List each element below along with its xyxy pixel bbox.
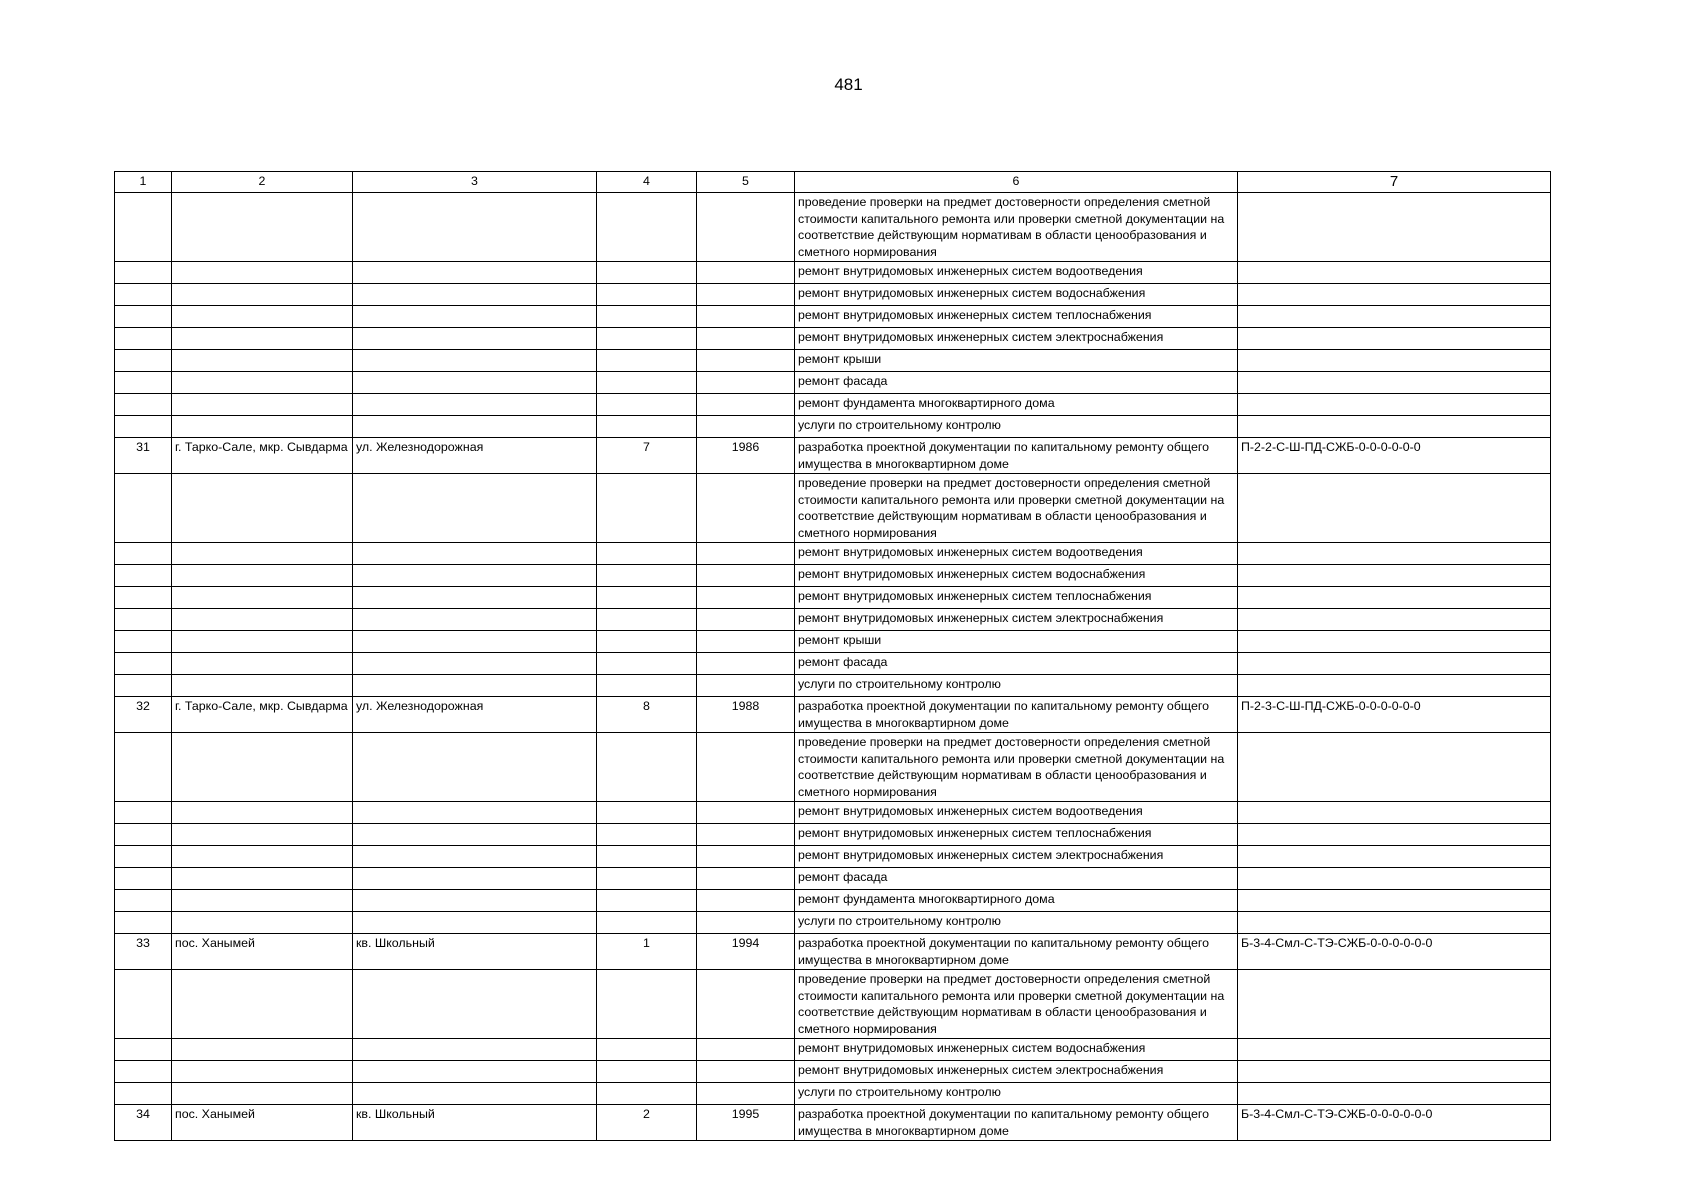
work-type-cell: ремонт фундамента многоквартирного дома <box>795 890 1238 912</box>
table-row <box>115 587 1551 609</box>
street-cell <box>353 733 597 802</box>
street-cell <box>353 284 597 306</box>
row-number-cell <box>115 802 172 824</box>
row-number-cell: 34 <box>115 1105 172 1141</box>
street-cell <box>353 416 597 438</box>
row-number-cell <box>115 372 172 394</box>
building-code-cell <box>1238 824 1551 846</box>
building-code-cell <box>1238 890 1551 912</box>
street-cell <box>353 912 597 934</box>
building-code-cell: П-2-2-С-Ш-ПД-СЖБ-0-0-0-0-0-0 <box>1238 438 1551 474</box>
locality-cell <box>172 372 353 394</box>
house-number-cell <box>597 868 697 890</box>
house-number-cell <box>597 609 697 631</box>
locality-cell <box>172 675 353 697</box>
work-type-cell: разработка проектной документации по капитальному ремонту общего имущества в многоквартирном доме <box>795 697 1238 733</box>
street-cell <box>353 1083 597 1105</box>
locality-cell <box>172 306 353 328</box>
table-row <box>115 631 1551 653</box>
street-cell <box>353 868 597 890</box>
building-code-cell <box>1238 416 1551 438</box>
table-row <box>115 1105 1551 1141</box>
locality-cell <box>172 631 353 653</box>
work-type-cell: разработка проектной документации по капитальному ремонту общего имущества в многоквартирном доме <box>795 438 1238 474</box>
row-number-cell <box>115 846 172 868</box>
year-built-cell <box>697 675 795 697</box>
row-number-cell: 33 <box>115 934 172 970</box>
work-type-cell: ремонт внутридомовых инженерных систем электроснабжения <box>795 609 1238 631</box>
locality-cell <box>172 1039 353 1061</box>
building-code-cell <box>1238 802 1551 824</box>
table-row <box>115 438 1551 474</box>
row-number-cell <box>115 193 172 262</box>
work-type-cell: услуги по строительному контролю <box>795 675 1238 697</box>
building-code-cell <box>1238 1083 1551 1105</box>
house-number-cell <box>597 1083 697 1105</box>
locality-cell <box>172 970 353 1039</box>
house-number-cell <box>597 543 697 565</box>
locality-cell: пос. Ханымей <box>172 934 353 970</box>
building-code-cell: Б-3-4-Смл-С-ТЭ-СЖБ-0-0-0-0-0-0 <box>1238 1105 1551 1141</box>
building-code-cell <box>1238 474 1551 543</box>
house-number-cell <box>597 890 697 912</box>
repair-schedule-table <box>114 171 1551 1141</box>
locality-cell <box>172 193 353 262</box>
row-number-cell <box>115 868 172 890</box>
locality-cell <box>172 474 353 543</box>
locality-cell <box>172 733 353 802</box>
locality-cell: пос. Ханымей <box>172 1105 353 1141</box>
year-built-cell <box>697 631 795 653</box>
table-row <box>115 846 1551 868</box>
building-code-cell <box>1238 609 1551 631</box>
work-type-cell: разработка проектной документации по капитальному ремонту общего имущества в многоквартирном доме <box>795 934 1238 970</box>
table-row <box>115 912 1551 934</box>
table-row <box>115 824 1551 846</box>
table-row <box>115 609 1551 631</box>
locality-cell <box>172 284 353 306</box>
locality-cell <box>172 609 353 631</box>
table-row <box>115 306 1551 328</box>
table-row <box>115 653 1551 675</box>
work-type-cell: ремонт внутридомовых инженерных систем водоснабжения <box>795 1039 1238 1061</box>
house-number-cell <box>597 372 697 394</box>
table-row <box>115 675 1551 697</box>
street-cell <box>353 394 597 416</box>
building-code-cell <box>1238 262 1551 284</box>
locality-cell <box>172 416 353 438</box>
row-number-cell <box>115 350 172 372</box>
house-number-cell <box>597 284 697 306</box>
column-header: 1 <box>115 172 172 193</box>
year-built-cell: 1988 <box>697 697 795 733</box>
year-built-cell: 1986 <box>697 438 795 474</box>
house-number-cell <box>597 1039 697 1061</box>
street-cell <box>353 350 597 372</box>
table-row <box>115 970 1551 1039</box>
row-number-cell <box>115 912 172 934</box>
table-row <box>115 350 1551 372</box>
locality-cell <box>172 1083 353 1105</box>
house-number-cell <box>597 350 697 372</box>
year-built-cell <box>697 912 795 934</box>
work-type-cell: ремонт внутридомовых инженерных систем водоотведения <box>795 543 1238 565</box>
year-built-cell <box>697 284 795 306</box>
work-type-cell: проведение проверки на предмет достоверности определения сметной стоимости капитального ремонта или проверки сметной документации на соответствие действующим нормативам в области ценообразования и сметного нормирования <box>795 733 1238 802</box>
year-built-cell <box>697 868 795 890</box>
table-row <box>115 328 1551 350</box>
house-number-cell <box>597 970 697 1039</box>
locality-cell: г. Тарко-Сале, мкр. Сывдарма <box>172 438 353 474</box>
work-type-cell: ремонт внутридомовых инженерных систем теплоснабжения <box>795 824 1238 846</box>
locality-cell <box>172 394 353 416</box>
building-code-cell <box>1238 846 1551 868</box>
column-header: 6 <box>795 172 1238 193</box>
table-row <box>115 1061 1551 1083</box>
row-number-cell <box>115 653 172 675</box>
building-code-cell <box>1238 284 1551 306</box>
building-code-cell <box>1238 306 1551 328</box>
street-cell <box>353 306 597 328</box>
work-type-cell: услуги по строительному контролю <box>795 912 1238 934</box>
work-type-cell: разработка проектной документации по капитальному ремонту общего имущества в многоквартирном доме <box>795 1105 1238 1141</box>
house-number-cell: 7 <box>597 438 697 474</box>
building-code-cell <box>1238 653 1551 675</box>
house-number-cell: 2 <box>597 1105 697 1141</box>
building-code-cell <box>1238 394 1551 416</box>
locality-cell <box>172 565 353 587</box>
house-number-cell <box>597 824 697 846</box>
building-code-cell <box>1238 1061 1551 1083</box>
column-number-header-row <box>115 172 1551 193</box>
row-number-cell <box>115 1083 172 1105</box>
work-type-cell: проведение проверки на предмет достоверности определения сметной стоимости капитального ремонта или проверки сметной документации на соответствие действующим нормативам в области ценообразования и сметного нормирования <box>795 474 1238 543</box>
year-built-cell <box>697 1039 795 1061</box>
work-type-cell: ремонт внутридомовых инженерных систем теплоснабжения <box>795 306 1238 328</box>
column-header: 4 <box>597 172 697 193</box>
table-row <box>115 394 1551 416</box>
street-cell <box>353 970 597 1039</box>
house-number-cell <box>597 306 697 328</box>
row-number-cell <box>115 474 172 543</box>
street-cell <box>353 1061 597 1083</box>
year-built-cell <box>697 306 795 328</box>
building-code-cell <box>1238 350 1551 372</box>
street-cell <box>353 824 597 846</box>
house-number-cell <box>597 802 697 824</box>
house-number-cell <box>597 846 697 868</box>
row-number-cell <box>115 824 172 846</box>
year-built-cell <box>697 350 795 372</box>
year-built-cell <box>697 609 795 631</box>
row-number-cell <box>115 970 172 1039</box>
work-type-cell: ремонт внутридомовых инженерных систем водоотведения <box>795 802 1238 824</box>
year-built-cell <box>697 474 795 543</box>
locality-cell <box>172 912 353 934</box>
year-built-cell <box>697 543 795 565</box>
street-cell <box>353 328 597 350</box>
table-row <box>115 372 1551 394</box>
locality-cell <box>172 868 353 890</box>
work-type-cell: ремонт внутридомовых инженерных систем электроснабжения <box>795 846 1238 868</box>
building-code-cell <box>1238 868 1551 890</box>
table-row <box>115 868 1551 890</box>
work-type-cell: ремонт фундамента многоквартирного дома <box>795 394 1238 416</box>
table-row <box>115 1083 1551 1105</box>
building-code-cell <box>1238 1039 1551 1061</box>
locality-cell <box>172 262 353 284</box>
work-type-cell: ремонт крыши <box>795 350 1238 372</box>
street-cell <box>353 846 597 868</box>
house-number-cell <box>597 394 697 416</box>
work-type-cell: ремонт внутридомовых инженерных систем теплоснабжения <box>795 587 1238 609</box>
column-header: 7 <box>1238 172 1551 193</box>
house-number-cell: 1 <box>597 934 697 970</box>
building-code-cell <box>1238 912 1551 934</box>
locality-cell <box>172 350 353 372</box>
street-cell <box>353 474 597 543</box>
column-header: 3 <box>353 172 597 193</box>
house-number-cell <box>597 653 697 675</box>
table-row <box>115 934 1551 970</box>
row-number-cell <box>115 565 172 587</box>
table-row <box>115 474 1551 543</box>
table-row <box>115 802 1551 824</box>
row-number-cell <box>115 675 172 697</box>
table-row <box>115 733 1551 802</box>
building-code-cell <box>1238 372 1551 394</box>
house-number-cell <box>597 193 697 262</box>
year-built-cell <box>697 328 795 350</box>
year-built-cell <box>697 733 795 802</box>
row-number-cell <box>115 306 172 328</box>
row-number-cell <box>115 394 172 416</box>
page-number: 481 <box>834 75 863 94</box>
work-type-cell: ремонт крыши <box>795 631 1238 653</box>
street-cell <box>353 543 597 565</box>
table-row <box>115 193 1551 262</box>
locality-cell: г. Тарко-Сале, мкр. Сывдарма <box>172 697 353 733</box>
building-code-cell <box>1238 587 1551 609</box>
row-number-cell <box>115 609 172 631</box>
house-number-cell <box>597 675 697 697</box>
row-number-cell <box>115 284 172 306</box>
year-built-cell <box>697 802 795 824</box>
work-type-cell: ремонт фасада <box>795 868 1238 890</box>
work-type-cell: проведение проверки на предмет достоверности определения сметной стоимости капитального ремонта или проверки сметной документации на соответствие действующим нормативам в области ценообразования и сметного нормирования <box>795 193 1238 262</box>
work-type-cell: услуги по строительному контролю <box>795 1083 1238 1105</box>
table-row <box>115 565 1551 587</box>
building-code-cell <box>1238 543 1551 565</box>
street-cell <box>353 653 597 675</box>
table-row <box>115 890 1551 912</box>
table-row <box>115 416 1551 438</box>
year-built-cell: 1994 <box>697 934 795 970</box>
house-number-cell <box>597 328 697 350</box>
street-cell <box>353 372 597 394</box>
table-row <box>115 262 1551 284</box>
street-cell: кв. Школьный <box>353 1105 597 1141</box>
year-built-cell <box>697 1083 795 1105</box>
street-cell: ул. Железнодорожная <box>353 438 597 474</box>
street-cell <box>353 609 597 631</box>
street-cell <box>353 890 597 912</box>
work-type-cell: ремонт внутридомовых инженерных систем водоотведения <box>795 262 1238 284</box>
building-code-cell <box>1238 733 1551 802</box>
house-number-cell <box>597 262 697 284</box>
locality-cell <box>172 543 353 565</box>
locality-cell <box>172 587 353 609</box>
house-number-cell <box>597 474 697 543</box>
building-code-cell: Б-3-4-Смл-С-ТЭ-СЖБ-0-0-0-0-0-0 <box>1238 934 1551 970</box>
column-header: 2 <box>172 172 353 193</box>
street-cell: ул. Железнодорожная <box>353 697 597 733</box>
street-cell <box>353 802 597 824</box>
row-number-cell <box>115 543 172 565</box>
year-built-cell <box>697 372 795 394</box>
building-code-cell <box>1238 328 1551 350</box>
house-number-cell <box>597 565 697 587</box>
row-number-cell <box>115 890 172 912</box>
locality-cell <box>172 1061 353 1083</box>
building-code-cell: П-2-3-С-Ш-ПД-СЖБ-0-0-0-0-0-0 <box>1238 697 1551 733</box>
year-built-cell <box>697 565 795 587</box>
year-built-cell <box>697 824 795 846</box>
street-cell: кв. Школьный <box>353 934 597 970</box>
year-built-cell <box>697 890 795 912</box>
year-built-cell <box>697 846 795 868</box>
house-number-cell <box>597 733 697 802</box>
row-number-cell <box>115 416 172 438</box>
row-number-cell <box>115 587 172 609</box>
year-built-cell <box>697 970 795 1039</box>
year-built-cell <box>697 1061 795 1083</box>
year-built-cell <box>697 262 795 284</box>
street-cell <box>353 262 597 284</box>
table-row <box>115 284 1551 306</box>
work-type-cell: ремонт внутридомовых инженерных систем водоснабжения <box>795 284 1238 306</box>
house-number-cell <box>597 416 697 438</box>
table-row <box>115 543 1551 565</box>
street-cell <box>353 1039 597 1061</box>
row-number-cell <box>115 631 172 653</box>
house-number-cell <box>597 912 697 934</box>
row-number-cell: 32 <box>115 697 172 733</box>
house-number-cell <box>597 631 697 653</box>
work-type-cell: ремонт внутридомовых инженерных систем электроснабжения <box>795 328 1238 350</box>
building-code-cell <box>1238 193 1551 262</box>
column-header: 5 <box>697 172 795 193</box>
work-type-cell: ремонт фасада <box>795 372 1238 394</box>
street-cell <box>353 193 597 262</box>
row-number-cell <box>115 328 172 350</box>
house-number-cell: 8 <box>597 697 697 733</box>
row-number-cell: 31 <box>115 438 172 474</box>
year-built-cell <box>697 653 795 675</box>
building-code-cell <box>1238 675 1551 697</box>
work-type-cell: ремонт внутридомовых инженерных систем электроснабжения <box>795 1061 1238 1083</box>
locality-cell <box>172 802 353 824</box>
work-type-cell: ремонт внутридомовых инженерных систем водоснабжения <box>795 565 1238 587</box>
year-built-cell <box>697 587 795 609</box>
locality-cell <box>172 653 353 675</box>
locality-cell <box>172 890 353 912</box>
building-code-cell <box>1238 565 1551 587</box>
year-built-cell <box>697 193 795 262</box>
table-row <box>115 1039 1551 1061</box>
work-type-cell: ремонт фасада <box>795 653 1238 675</box>
row-number-cell <box>115 1061 172 1083</box>
year-built-cell: 1995 <box>697 1105 795 1141</box>
row-number-cell <box>115 733 172 802</box>
work-type-cell: проведение проверки на предмет достоверности определения сметной стоимости капитального ремонта или проверки сметной документации на соответствие действующим нормативам в области ценообразования и сметного нормирования <box>795 970 1238 1039</box>
street-cell <box>353 565 597 587</box>
locality-cell <box>172 824 353 846</box>
locality-cell <box>172 328 353 350</box>
house-number-cell <box>597 1061 697 1083</box>
street-cell <box>353 675 597 697</box>
house-number-cell <box>597 587 697 609</box>
building-code-cell <box>1238 970 1551 1039</box>
year-built-cell <box>697 416 795 438</box>
year-built-cell <box>697 394 795 416</box>
work-type-cell: услуги по строительному контролю <box>795 416 1238 438</box>
locality-cell <box>172 846 353 868</box>
table-row <box>115 697 1551 733</box>
street-cell <box>353 587 597 609</box>
row-number-cell <box>115 1039 172 1061</box>
street-cell <box>353 631 597 653</box>
row-number-cell <box>115 262 172 284</box>
building-code-cell <box>1238 631 1551 653</box>
